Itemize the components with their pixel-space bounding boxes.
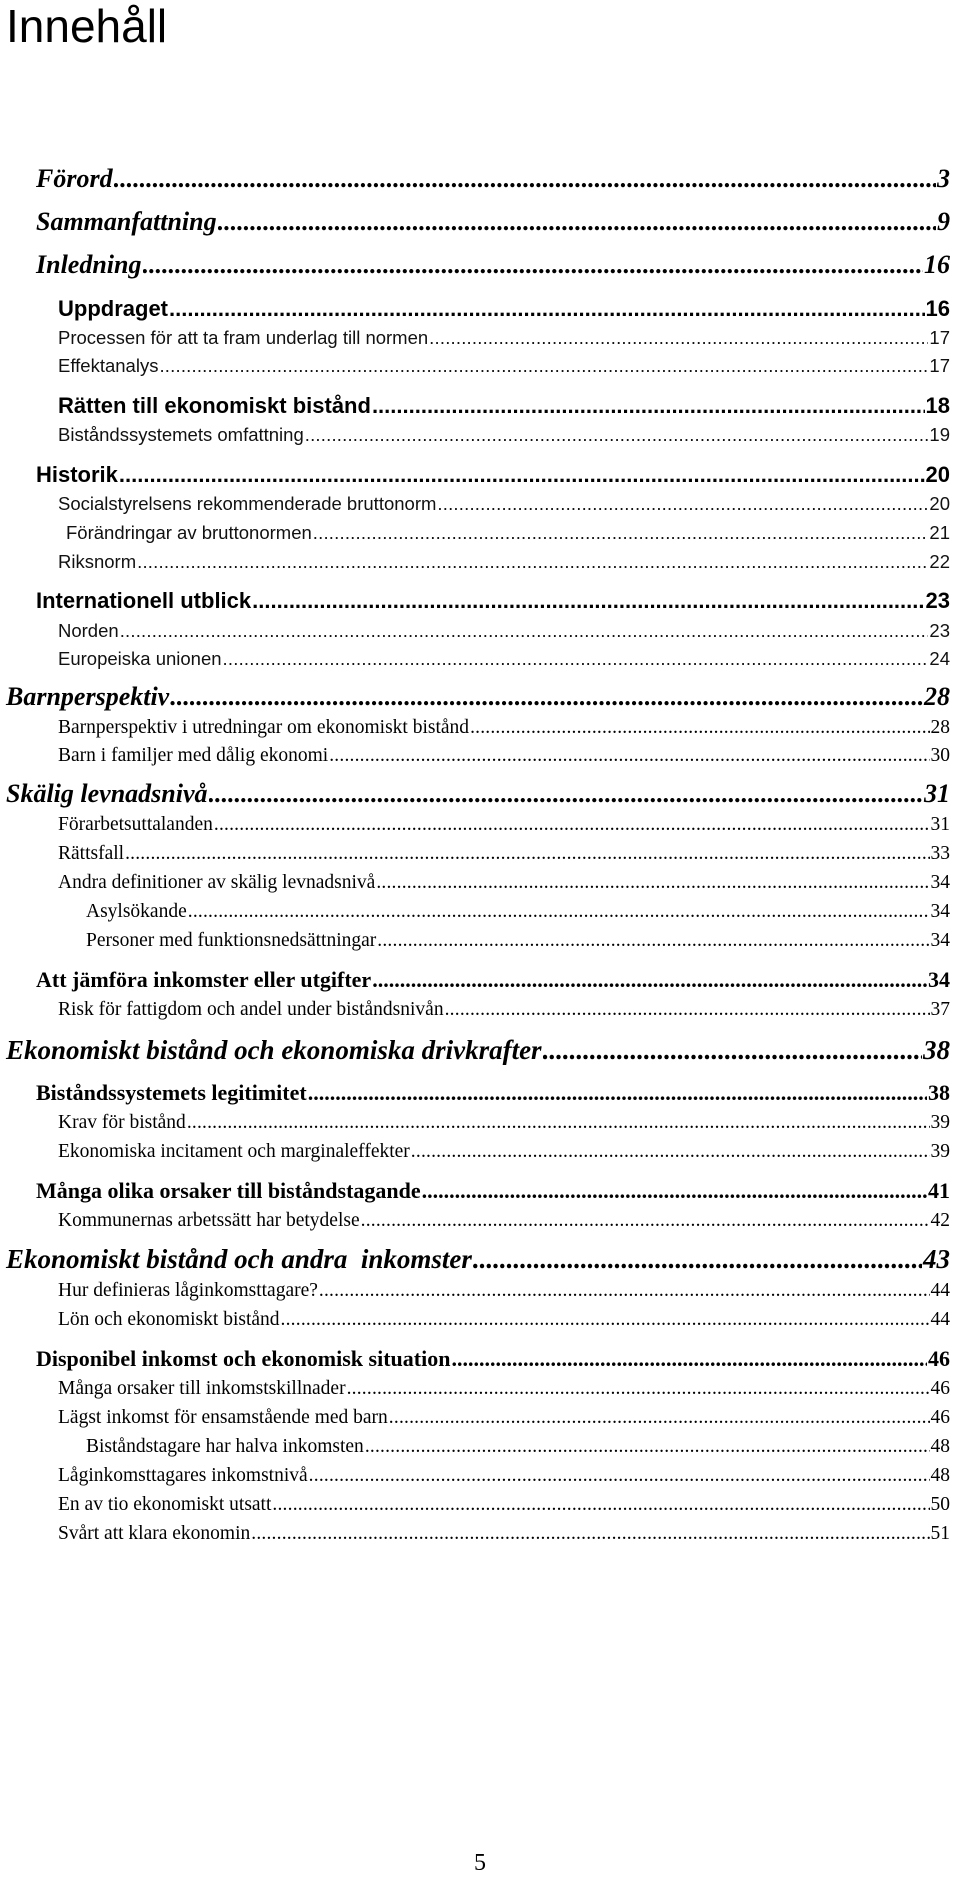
- toc-entry[interactable]: [58, 393, 950, 419]
- toc-entry[interactable]: [36, 462, 950, 488]
- toc-entry-label: Skälig levnadsnivå: [6, 779, 208, 808]
- toc-entry-page: 22: [929, 551, 950, 572]
- toc-entry[interactable]: [58, 1112, 950, 1134]
- toc-entry-label: En av tio ekonomiskt utsatt: [58, 1494, 272, 1515]
- toc-entry-page: 44: [930, 1309, 950, 1330]
- page-number: 5: [474, 1850, 486, 1876]
- toc-entry-label: Svårt att klara ekonomin: [58, 1523, 251, 1544]
- toc-entry-page: 19: [929, 424, 950, 445]
- toc-entry-page: 34: [928, 967, 950, 992]
- toc-entry-page: 37: [930, 999, 950, 1020]
- toc-entry-page: 48: [930, 1436, 950, 1457]
- toc-entry[interactable]: [58, 999, 950, 1021]
- toc-entry-label: Många olika orsaker till biståndstagande: [36, 1178, 421, 1203]
- toc-entry[interactable]: [36, 1346, 950, 1372]
- toc-entry-page: 9: [937, 207, 950, 236]
- toc-entry[interactable]: [58, 1465, 950, 1487]
- toc-entry-page: 24: [929, 648, 950, 669]
- toc-leader-dots: [329, 745, 929, 767]
- toc-entry-page: 23: [925, 588, 950, 613]
- toc-entry-page: 34: [930, 901, 950, 922]
- toc-entry-label: Biståndssystemets legitimitet: [36, 1080, 307, 1105]
- toc-entry-label: Internationell utblick: [36, 588, 252, 613]
- toc-entry[interactable]: [58, 745, 950, 767]
- toc-leader-dots: [170, 682, 923, 712]
- toc-entry[interactable]: [58, 872, 950, 894]
- toc-entry-page: 16: [924, 250, 950, 279]
- toc-entry-label: Barn i familjer med dålig ekonomi: [58, 745, 329, 766]
- toc-entry-page: 18: [925, 393, 950, 418]
- toc-leader-dots: [223, 648, 929, 670]
- toc-entry[interactable]: [58, 1141, 950, 1163]
- toc-entry[interactable]: [86, 901, 950, 923]
- toc-leader-dots: [159, 355, 928, 377]
- toc-entry[interactable]: [58, 648, 950, 670]
- toc-entry[interactable]: [58, 1280, 950, 1302]
- toc-entry-page: 48: [930, 1465, 950, 1486]
- toc-entry-label: Barnperspektiv i utredningar om ekonomiskt bistånd: [58, 717, 470, 738]
- toc-entry[interactable]: [58, 1210, 950, 1232]
- toc-entry[interactable]: [36, 207, 950, 237]
- toc-entry[interactable]: [58, 843, 950, 865]
- toc-entry[interactable]: [6, 1244, 950, 1275]
- toc-leader-dots: [308, 1080, 927, 1106]
- toc-entry[interactable]: [58, 717, 950, 739]
- toc-entry-label: Processen för att ta fram underlag till normen: [58, 327, 429, 348]
- toc-entry[interactable]: [58, 551, 950, 573]
- toc-leader-dots: [252, 588, 924, 614]
- toc-entry-label: Rättsfall: [58, 843, 125, 864]
- toc-entry-page: 39: [930, 1141, 950, 1162]
- toc-entry[interactable]: [58, 1407, 950, 1429]
- toc-leader-dots: [214, 814, 930, 836]
- toc-entry-label: Risk för fattigdom och andel under biståndsnivån: [58, 999, 444, 1020]
- toc-entry-label: Lägst inkomst för ensamstående med barn: [58, 1407, 388, 1428]
- toc-entry-page: 46: [928, 1346, 950, 1371]
- toc-entry-page: 51: [930, 1523, 950, 1544]
- toc-leader-dots: [188, 901, 930, 923]
- toc-entry-label: Att jämföra inkomster eller utgifter: [36, 967, 372, 992]
- toc-leader-dots: [272, 1494, 929, 1516]
- toc-leader-dots: [376, 872, 929, 894]
- toc-entry-page: 21: [929, 522, 950, 543]
- toc-leader-dots: [437, 493, 928, 515]
- toc-entry-page: 38: [923, 1035, 950, 1065]
- toc-leader-dots: [251, 1523, 929, 1545]
- toc-leader-dots: [309, 1465, 930, 1487]
- toc-entry-label: Historik: [36, 462, 118, 487]
- toc-entry-label: Förändringar av bruttonormen: [66, 522, 312, 543]
- toc-entry-label: Många orsaker till inkomstskillnader: [58, 1378, 346, 1399]
- toc-entry-label: Krav för bistånd: [58, 1112, 186, 1133]
- toc-entry-label: Personer med funktionsnedsättningar: [86, 930, 377, 951]
- toc-entry[interactable]: [58, 493, 950, 515]
- toc-leader-dots: [473, 1244, 922, 1275]
- toc-entry-page: 20: [925, 462, 950, 487]
- toc-leader-dots: [143, 250, 924, 280]
- toc-leader-dots: [347, 1378, 930, 1400]
- toc-entry-page: 39: [930, 1112, 950, 1133]
- toc-leader-dots: [422, 1178, 927, 1204]
- toc-entry[interactable]: [36, 588, 950, 614]
- toc-leader-dots: [445, 999, 930, 1021]
- toc-entry-label: Europeiska unionen: [58, 648, 222, 669]
- toc-entry[interactable]: [58, 1378, 950, 1400]
- toc-entry-label: Låginkomsttagares inkomstnivå: [58, 1465, 308, 1486]
- toc-entry-page: 31: [924, 779, 950, 808]
- toc-entry-label: Asylsökande: [86, 901, 187, 922]
- toc-entry-page: 20: [929, 493, 950, 514]
- toc-entry-page: 41: [928, 1178, 950, 1203]
- toc-leader-dots: [411, 1141, 930, 1163]
- toc-leader-dots: [281, 1309, 930, 1331]
- toc-entry-page: 16: [925, 296, 950, 321]
- toc-entry[interactable]: [6, 779, 950, 809]
- toc-entry[interactable]: [58, 355, 950, 377]
- toc-entry-page: 46: [930, 1378, 950, 1399]
- toc-entry-page: 46: [930, 1407, 950, 1428]
- toc-entry-label: Inledning: [36, 250, 142, 279]
- toc-leader-dots: [429, 327, 928, 349]
- toc-leader-dots: [319, 1280, 930, 1302]
- toc-entry-page: 42: [930, 1210, 950, 1231]
- toc-entry[interactable]: [66, 522, 950, 544]
- toc-leader-dots: [377, 930, 929, 952]
- toc-entry-label: Ekonomiska incitament och marginaleffekter: [58, 1141, 410, 1162]
- toc-leader-dots: [372, 967, 927, 993]
- toc-entry-label: Uppdraget: [58, 296, 168, 321]
- toc-entry-page: 23: [929, 620, 950, 641]
- toc-entry-label: Rätten till ekonomiskt bistånd: [58, 393, 371, 418]
- toc-entry[interactable]: [6, 682, 950, 712]
- toc-leader-dots: [218, 207, 936, 237]
- toc-entry-page: 17: [929, 327, 950, 348]
- toc-leader-dots: [470, 717, 929, 739]
- toc-entry-label: Ekonomiskt bistånd och andra inkomster: [6, 1244, 472, 1274]
- toc-entry[interactable]: [58, 1309, 950, 1331]
- toc-entry-page: 43: [923, 1244, 950, 1274]
- toc-entry-page: 30: [930, 745, 950, 766]
- toc-leader-dots: [372, 393, 925, 419]
- toc-leader-dots: [305, 424, 929, 446]
- toc-entry[interactable]: [58, 620, 950, 642]
- toc-leader-dots: [125, 843, 929, 865]
- toc-leader-dots: [137, 551, 928, 573]
- toc-leader-dots: [313, 522, 929, 544]
- toc-entry[interactable]: [58, 814, 950, 836]
- toc-leader-dots: [120, 620, 929, 642]
- toc-entry-label: Barnperspektiv: [6, 682, 170, 711]
- toc-entry[interactable]: [58, 296, 950, 322]
- toc-entry-label: Socialstyrelsens rekommenderade bruttonorm: [58, 493, 437, 514]
- toc-entry[interactable]: [36, 164, 950, 194]
- toc-leader-dots: [365, 1436, 930, 1458]
- toc-entry-label: Norden: [58, 620, 119, 641]
- page-title: Innehåll: [6, 0, 168, 52]
- toc-entry-label: Sammanfattning: [36, 207, 217, 236]
- toc-entry[interactable]: [86, 930, 950, 952]
- toc-leader-dots: [187, 1112, 930, 1134]
- toc-entry-page: 50: [930, 1494, 950, 1515]
- toc-leader-dots: [389, 1407, 930, 1429]
- toc-entry[interactable]: [58, 327, 950, 349]
- toc-entry-page: 28: [924, 682, 950, 711]
- toc-entry-page: 34: [930, 872, 950, 893]
- toc-entry[interactable]: [36, 1080, 950, 1106]
- toc-leader-dots: [361, 1210, 930, 1232]
- toc-entry[interactable]: [58, 1523, 950, 1545]
- toc-entry-label: Förord: [36, 164, 113, 193]
- toc-entry-label: Ekonomiskt bistånd och ekonomiska drivkrafter: [6, 1035, 542, 1065]
- toc-entry-label: Kommunernas arbetssätt har betydelse: [58, 1210, 360, 1231]
- toc-entry-page: 34: [930, 930, 950, 951]
- toc-entry[interactable]: [58, 424, 950, 446]
- toc-entry-label: Disponibel inkomst och ekonomisk situation: [36, 1346, 451, 1371]
- toc-entry-page: 38: [928, 1080, 950, 1105]
- toc-entry-label: Effektanalys: [58, 355, 159, 376]
- toc-entry-page: 17: [929, 355, 950, 376]
- toc-entry-page: 28: [930, 717, 950, 738]
- toc-entry-page: 33: [930, 843, 950, 864]
- toc-entry[interactable]: [36, 1178, 950, 1204]
- toc-entry-page: 44: [930, 1280, 950, 1301]
- toc-leader-dots: [169, 296, 925, 322]
- toc-entry-label: Biståndstagare har halva inkomsten: [86, 1436, 364, 1457]
- toc-entry[interactable]: [58, 1494, 950, 1516]
- toc-entry-label: Andra definitioner av skälig levnadsnivå: [58, 872, 376, 893]
- toc-entry-page: 31: [930, 814, 950, 835]
- toc-leader-dots: [451, 1346, 927, 1372]
- toc-leader-dots: [209, 779, 923, 809]
- toc-entry[interactable]: [36, 967, 950, 993]
- toc-entry[interactable]: [86, 1436, 950, 1458]
- toc-entry[interactable]: [6, 1035, 950, 1066]
- toc-entry[interactable]: [36, 250, 950, 280]
- toc-entry-label: Förarbetsuttalanden: [58, 814, 213, 835]
- toc-entry-label: Lön och ekonomiskt bistånd: [58, 1309, 280, 1330]
- toc-entry-label: Biståndssystemets omfattning: [58, 424, 304, 445]
- toc-entry-label: Riksnorm: [58, 551, 137, 572]
- toc-leader-dots: [114, 164, 936, 194]
- toc-leader-dots: [543, 1035, 922, 1066]
- toc-leader-dots: [119, 462, 925, 488]
- toc-entry-label: Hur definieras låginkomsttagare?: [58, 1280, 318, 1301]
- toc-entry-page: 3: [937, 164, 950, 193]
